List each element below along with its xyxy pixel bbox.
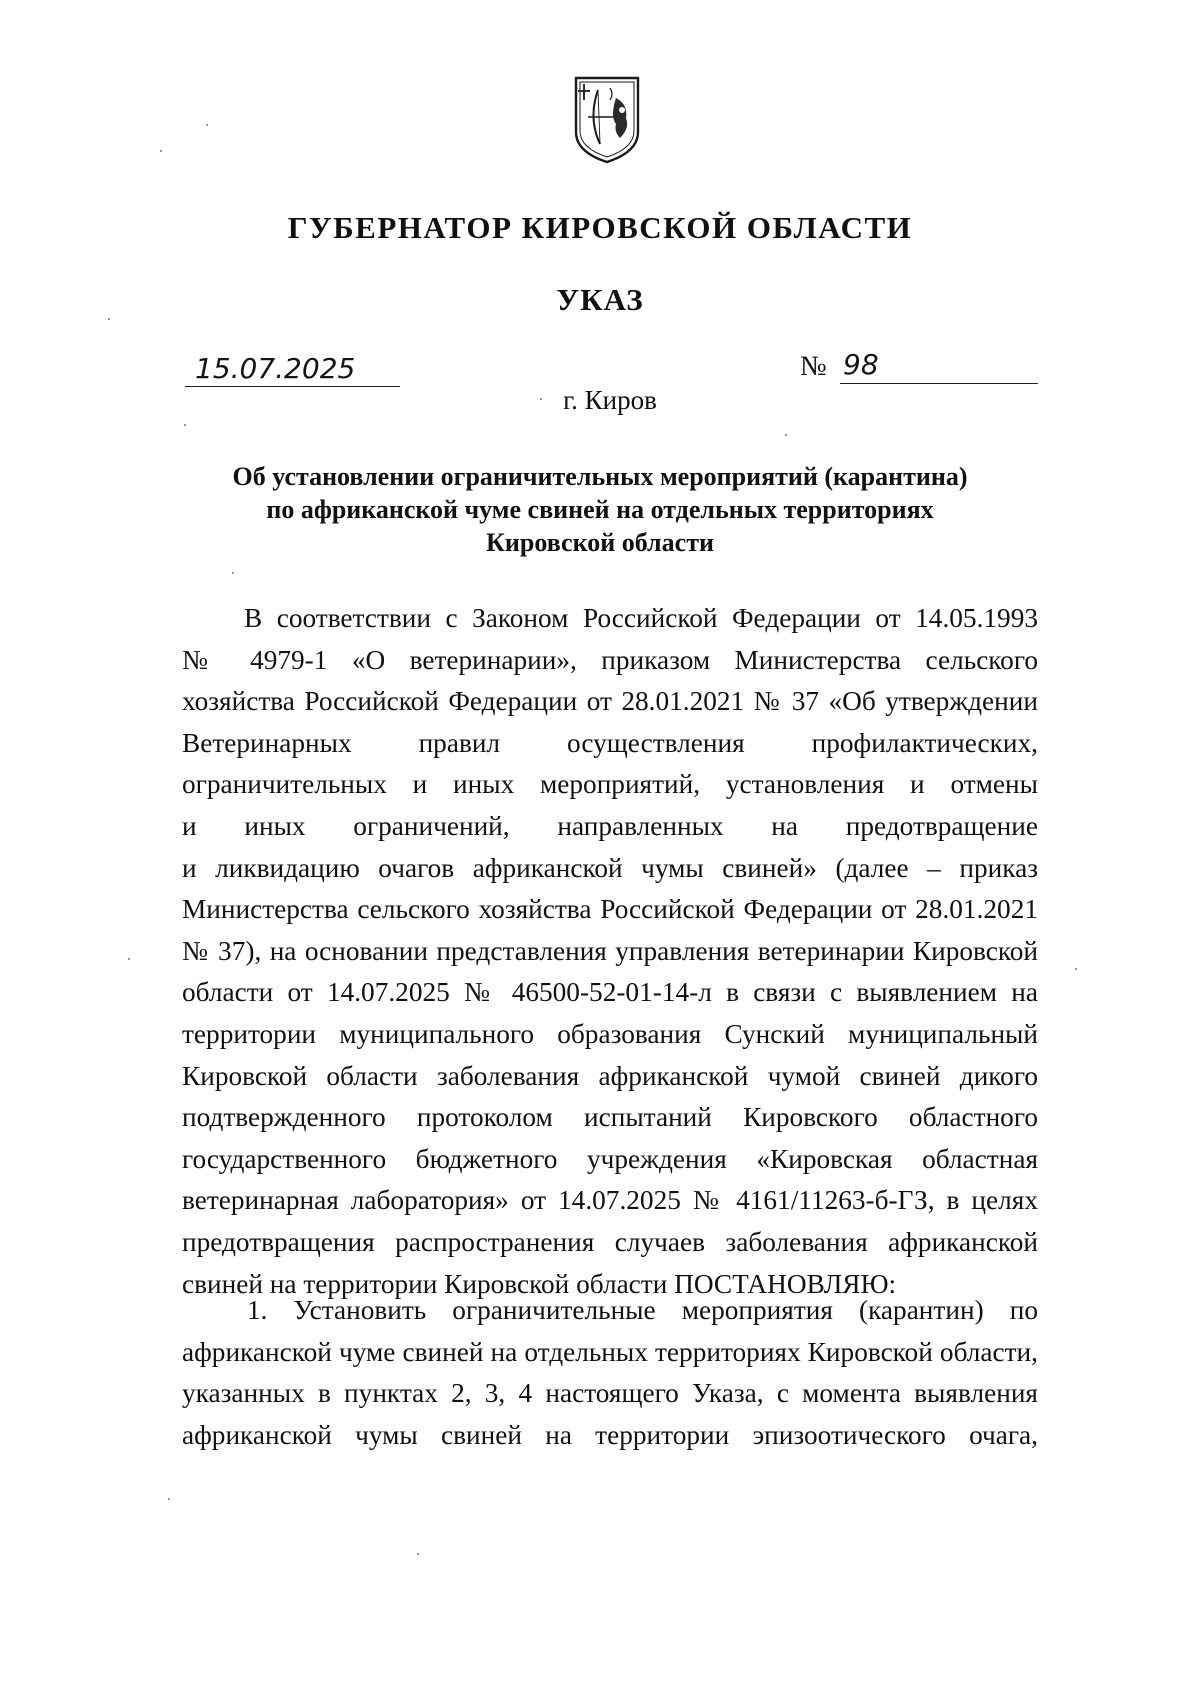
scan-speck [184,424,186,426]
scan-speck [417,1553,419,1555]
decree-number: 98 [843,348,879,381]
coat-of-arms-icon [570,74,644,166]
body-line: хозяйства Российской Федерации от 28.01.2021 № 37 «Об утверждении [182,686,1038,717]
body-line: и ликвидацию очагов африканской чумы свиней» (далее – приказ [182,852,1038,883]
body-line: подтвержденного протоколом испытаний Кировского областного [182,1102,1038,1133]
body-line: предотвращения распространения случаев заболевания африканской [182,1226,1038,1257]
number-label: № [800,351,827,382]
clause-1-paragraph [182,1290,1038,1456]
body-line: № 4979-1 «О ветеринарии», приказом Министерства сельского [182,644,1038,675]
title-line: Кировской области [486,528,714,557]
body-line: и иных ограничений, направленных на предотвращение [182,810,1038,841]
body-line: ветеринарная лаборатория» от 14.07.2025 № 4161/11263-б-ГЗ, в целях [182,1185,1038,1216]
decree-title [0,460,1200,559]
scan-speck [128,958,130,960]
scan-speck [206,124,208,126]
clause-line: африканской чумы свиней на территории эпизоотического очага, [182,1419,1038,1450]
issue-city: г. Киров [563,385,657,415]
scan-speck [785,434,787,436]
body-line: свиней на территории Кировской области ПОСТАНОВЛЯЮ: [182,1268,897,1299]
body-line: В соответствии с Законом Российской Федерации от 14.05.1993 [244,603,1038,633]
scan-speck [232,572,234,574]
preamble-paragraph [182,598,1038,1305]
clause-line: африканской чуме свиней на отдельных территориях Кировской области, [182,1336,1038,1367]
decree-date: 15.07.2025 [195,352,356,385]
body-line: ограничительных и иных мероприятий, установления и отмены [182,769,1038,800]
title-line: Об установлении ограничительных мероприятий (карантина) [232,462,968,491]
scan-speck [160,150,162,152]
body-line: государственного бюджетного учреждения «Кировская областная [182,1143,1038,1174]
scan-speck [108,318,110,320]
issuing-authority: ГУБЕРНАТОР КИРОВСКОЙ ОБЛАСТИ [287,210,913,245]
number-underline [840,383,1038,384]
document-type: УКАЗ [556,282,644,317]
scan-speck [540,398,542,400]
body-line: территории муниципального образования Сунский муниципальный [182,1018,1038,1049]
title-line: по африканской чуме свиней на отдельных территориях [266,495,934,524]
body-line: № 37), на основании представления управления ветеринарии Кировской [182,935,1038,966]
scan-speck [168,1498,170,1500]
clause-line: 1. Установить ограничительные мероприятия (карантин) по [247,1295,1038,1325]
body-line: Министерства сельского хозяйства Российской Федерации от 28.01.2021 [182,894,1038,925]
clause-line: указанных в пунктах 2, 3, 4 настоящего Указа, с момента выявления [182,1378,1038,1409]
body-line: Ветеринарных правил осуществления профилактических, [182,727,1038,758]
body-line: области от 14.07.2025 № 46500-52-01-14-л в связи с выявлением на [182,977,1038,1008]
body-line: Кировской области заболевания африканской чумой свиней дикого [182,1060,1038,1091]
scan-speck [1075,968,1077,970]
